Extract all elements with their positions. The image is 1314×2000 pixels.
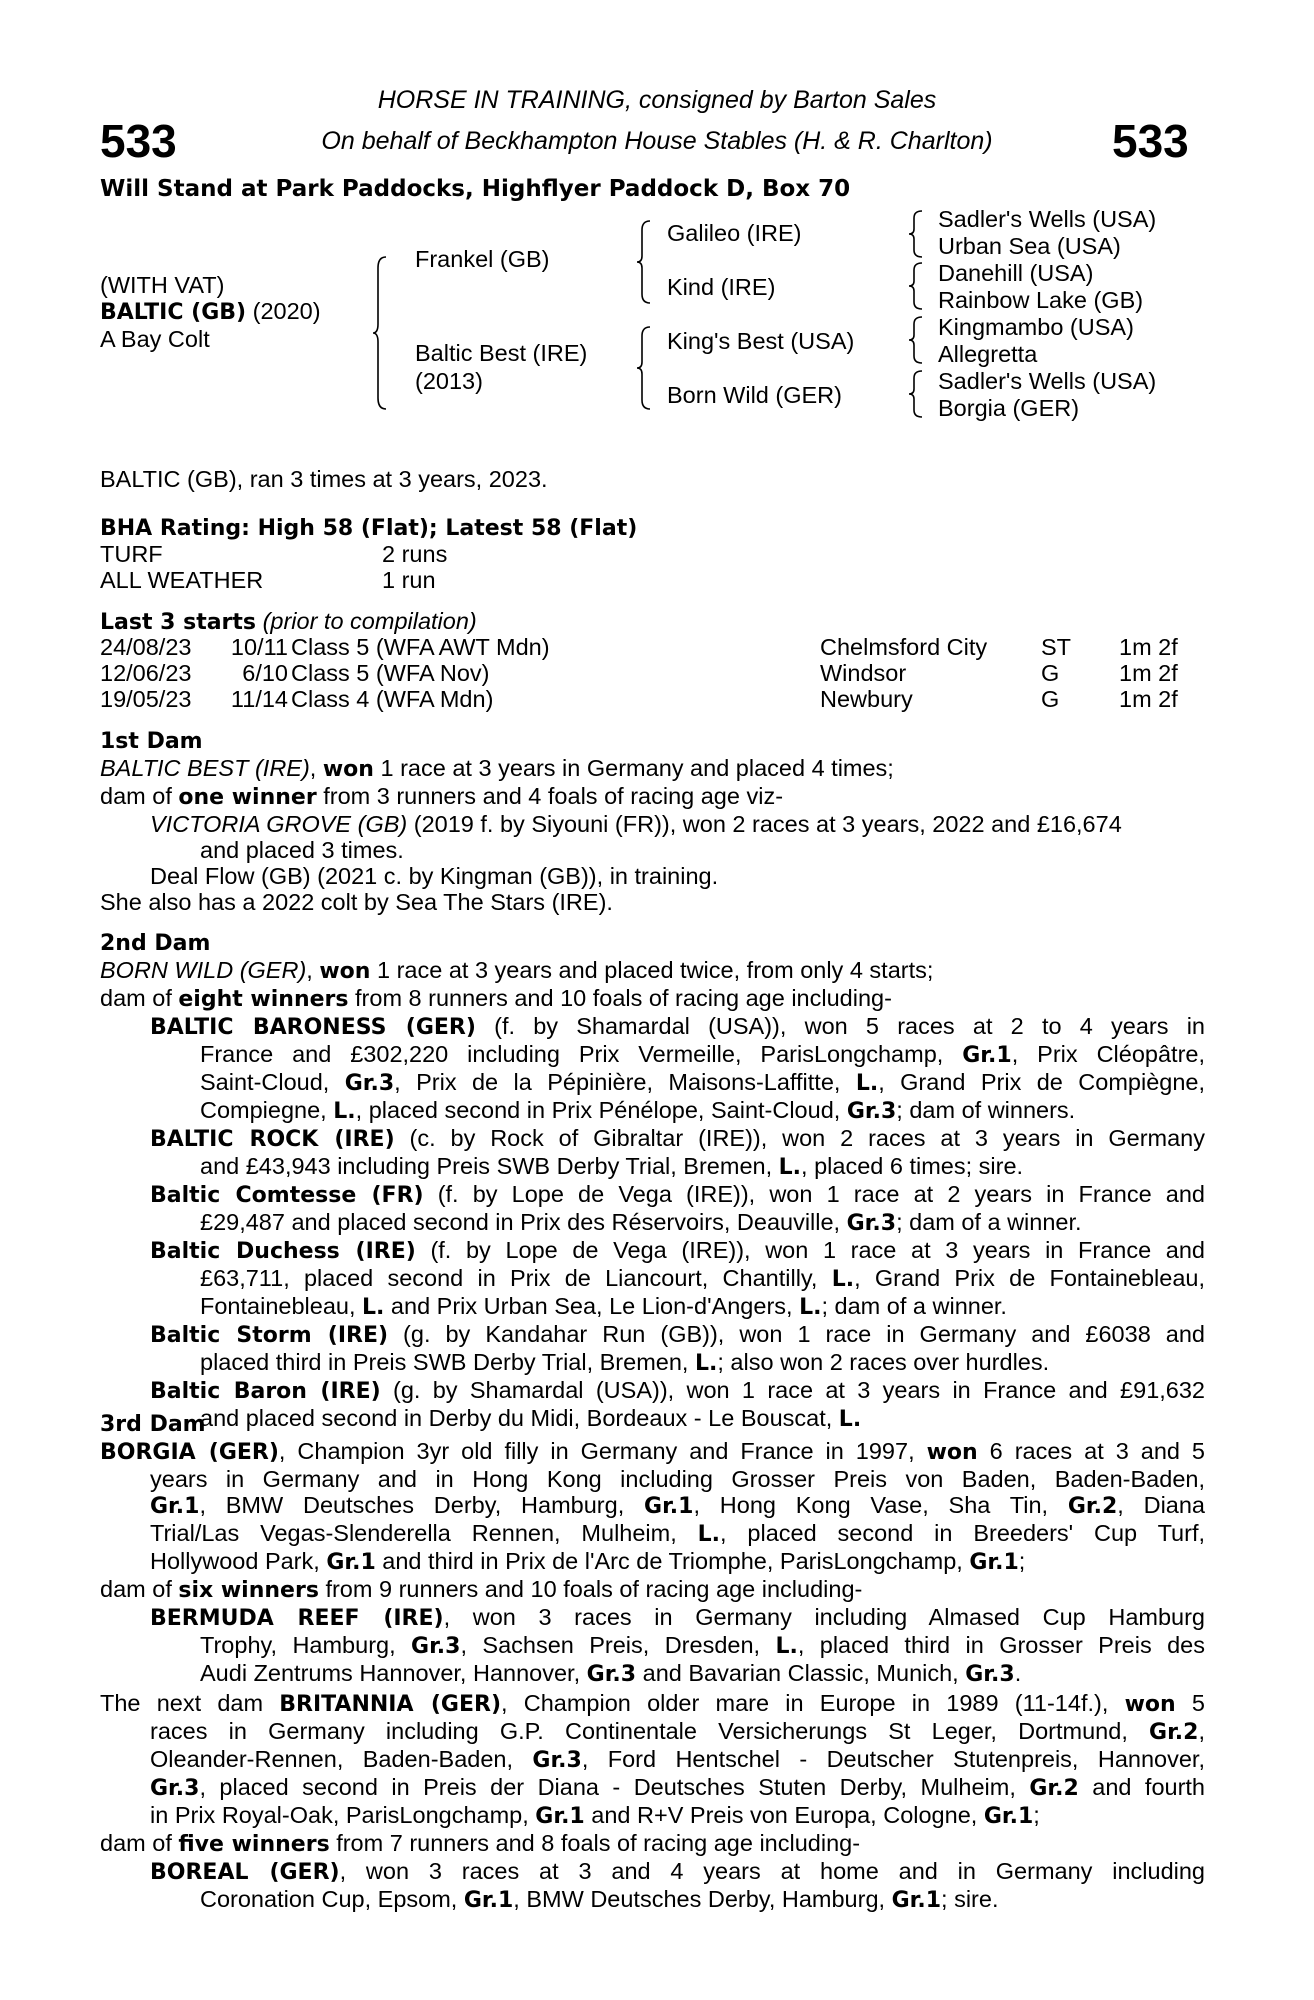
start-distance: 1m 2f xyxy=(1119,660,1178,686)
pedigree-gen4: Rainbow Lake (GB) xyxy=(938,287,1144,313)
next-dam-produce-line: dam of five winners from 7 runners and 8 foals of racing age including- xyxy=(100,1830,861,1857)
start-course: Chelmsford City xyxy=(820,634,988,660)
stand-location: Will Stand at Park Paddocks, Highflyer Paddock D, Box 70 xyxy=(100,176,851,202)
consignor-line: HORSE IN TRAINING, consigned by Barton Sales xyxy=(377,86,937,114)
pedigree-brace-g4 xyxy=(908,370,924,418)
start-class: Class 5 (WFA AWT Mdn) xyxy=(291,634,550,660)
start-distance: 1m 2f xyxy=(1119,634,1178,660)
last-starts-title: Last 3 starts xyxy=(100,610,257,635)
first-dam-produce-line: dam of one winner from 3 runners and 4 foals of racing age viz- xyxy=(100,783,784,810)
first-dam-section xyxy=(100,729,1205,915)
surface: ALL WEATHER xyxy=(100,567,264,593)
start-going: G xyxy=(1041,686,1060,712)
pedigree-gen4: Danehill (USA) xyxy=(938,260,1094,286)
bha-rating: BHA Rating: High 58 (Flat); Latest 58 (Flat) xyxy=(100,516,638,541)
pedigree-brace-g3 xyxy=(908,316,924,364)
next-dam-line: The next dam BRITANNIA (GER), Champion older mare in Europe in 1989 (11-14f.), won 5 xyxy=(100,1690,1205,1717)
start-position: 11/14 xyxy=(230,686,288,712)
start-course: Newbury xyxy=(820,686,913,712)
third-dam-produce-line: dam of six winners from 9 runners and 10 foals of racing age including- xyxy=(100,1576,863,1603)
second-dam-line: BORN WILD (GER), won 1 race at 3 years and placed twice, from only 4 starts; xyxy=(100,957,934,984)
pedigree-gen4: Sadler's Wells (USA) xyxy=(938,368,1157,394)
horse-title xyxy=(100,298,321,326)
horse-year: (2020) xyxy=(252,298,321,324)
pedigree-dam: Baltic Best (IRE) xyxy=(415,340,588,366)
pedigree-brace-sire xyxy=(636,220,652,304)
pedigree-gen3: Born Wild (GER) xyxy=(667,382,842,408)
start-date: 24/08/23 xyxy=(100,634,192,660)
second-dam-heading: 2nd Dam xyxy=(100,931,211,956)
progeny-entry: BALTIC BARONESS (GER) (f. by Shamardal (USA)), won 5 races at 2 to 4 years in France and £302,220 including Prix Vermeille, ParisLongchamp, Gr.1, Prix Cléopâtre, Saint-Cloud, Gr.3, Prix de la Pépinière, Maisons-Laffitte, L., Grand Prix de Compiègne, Compiegne, L., placed second in Prix Pénélope, Saint-Cloud, Gr.3; dam of winners. xyxy=(150,1013,1205,1124)
progeny-entry: BALTIC ROCK (IRE) (c. by Rock of Gibraltar (IRE)), won 2 races at 3 years in Germany and £43,943 including Preis SWB Derby Trial, Bremen, L., placed 6 times; sire. xyxy=(150,1125,1206,1180)
horse-description: A Bay Colt xyxy=(100,326,210,352)
pedigree-gen3: King's Best (USA) xyxy=(667,328,855,354)
pedigree-dam-year: (2013) xyxy=(415,368,483,394)
pedigree-brace-g1 xyxy=(908,210,924,258)
pedigree-gen4: Borgia (GER) xyxy=(938,395,1080,421)
runs: 2 runs xyxy=(382,541,448,567)
race-summary: BALTIC (GB), ran 3 times at 3 years, 2023. xyxy=(100,466,548,492)
pedigree-gen4: Kingmambo (USA) xyxy=(938,314,1134,340)
pedigree-brace-main xyxy=(372,256,388,410)
pedigree-gen4: Sadler's Wells (USA) xyxy=(938,206,1157,232)
progeny-entry: Deal Flow (GB) (2021 c. by Kingman (GB)), in training. xyxy=(150,863,719,889)
start-going: G xyxy=(1041,660,1060,686)
runs: 1 run xyxy=(382,567,436,593)
progeny-entry: Baltic Duchess (IRE) (f. by Lope de Vega (IRE)), won 1 race at 3 years in France and £63,711, placed second in Prix de Liancourt, Chantilly, L., Grand Prix de Fontainebleau, Fontainebleau, L. and Prix Urban Sea, Le Lion-d'Angers, L.; dam of a winner. xyxy=(150,1237,1205,1320)
progeny-entry: Baltic Storm (IRE) (g. by Kandahar Run (GB)), won 1 race in Germany and £6038 and placed third in Preis SWB Derby Trial, Bremen, L.; also won 2 races over hurdles. xyxy=(150,1321,1205,1376)
start-going: ST xyxy=(1041,634,1072,660)
start-date: 19/05/23 xyxy=(100,686,192,712)
pedigree-gen4: Urban Sea (USA) xyxy=(938,233,1121,259)
progeny-entry: BERMUDA REEF (IRE), won 3 races in Germany including Almased Cup Hamburg Trophy, Hamburg, Gr.3, Sachsen Preis, Dresden, L., placed third in Grosser Preis des Audi Zentrums Hannover, Hannover, Gr.3 and Bavarian Classic, Munich, Gr.3. xyxy=(150,1604,1205,1687)
progeny-entry: VICTORIA GROVE (GB) (2019 f. by Siyouni (FR)), won 2 races at 3 years, 2022 and £16,674 xyxy=(150,811,1122,837)
pedigree-gen3: Kind (IRE) xyxy=(667,274,776,300)
last-starts-heading xyxy=(100,608,477,636)
next-dam-section: The next dam BRITANNIA (GER), Champion older mare in Europe in 1989 (11-14f.), won 5 races in Germany including G.P. Continentale Versicherungs St Leger, Dortmund, Gr.2, Oleander-Rennen, Baden-Baden, Gr.3, Ford Hentschel - Deutscher Stutenpreis, Hannover, Gr.3, placed second in Preis der Diana - Deutsches Stuten Derby, Mulheim, Gr.2 and fourth in Prix Royal-Oak, ParisLongchamp, Gr.1 and R+V Preis von Europa, Cologne, Gr.1; dam of five winners from 7 runners and 8 foals of racing age including- BOREAL (GER), won 3 races at 3 and 4 years at home and in Germany including Coronation Cup, Epsom, Gr.1, BMW Deutsches Derby, Hamburg, Gr.1; sire. xyxy=(100,1690,1206,1913)
surface: TURF xyxy=(100,541,163,567)
last-starts-note: (prior to compilation) xyxy=(262,608,477,634)
progeny-entry-cont: and placed 3 times. xyxy=(200,837,404,863)
second-dam-produce-line: dam of eight winners from 8 runners and 10 foals of racing age including- xyxy=(100,985,892,1012)
start-position: 10/11 xyxy=(230,634,288,660)
start-class: Class 4 (WFA Mdn) xyxy=(291,686,494,712)
progeny-entry: BOREAL (GER), won 3 races at 3 and 4 years at home and in Germany including Coronation Cup, Epsom, Gr.1, BMW Deutsches Derby, Hamburg, Gr.1; sire. xyxy=(150,1858,1205,1913)
first-dam-note: She also has a 2022 colt by Sea The Stars (IRE). xyxy=(100,889,613,915)
lot-number-right: 533 xyxy=(1112,115,1189,167)
pedigree-gen3: Galileo (IRE) xyxy=(667,220,802,246)
pedigree-brace-g2 xyxy=(908,262,924,310)
pedigree-brace-dam xyxy=(636,326,652,410)
on-behalf-line: On behalf of Beckhampton House Stables (H. & R. Charlton) xyxy=(321,127,993,155)
first-dam-heading: 1st Dam xyxy=(100,729,203,754)
second-dam-section xyxy=(100,931,1205,1433)
third-dam-heading: 3rd Dam xyxy=(100,1412,206,1437)
first-dam-line: BALTIC BEST (IRE), won 1 race at 3 years in Germany and placed 4 times; xyxy=(100,755,894,782)
start-date: 12/06/23 xyxy=(100,660,192,686)
progeny-entry: Baltic Comtesse (FR) (f. by Lope de Vega (IRE)), won 1 race at 2 years in France and £29,487 and placed second in Prix des Réservoirs, Deauville, Gr.3; dam of a winner. xyxy=(150,1181,1205,1236)
start-position: 6/10 xyxy=(242,660,288,686)
start-class: Class 5 (WFA Nov) xyxy=(291,660,490,686)
progeny-entry: Baltic Baron (IRE) (g. by Shamardal (USA)), won 1 race at 3 years in France and £91,632 and placed second in Derby du Midi, Bordeaux - Le Bouscat, L. xyxy=(150,1377,1206,1432)
third-dam-section: 3rd Dam BORGIA (GER), Champion 3yr old filly in Germany and France in 1997, won 6 races at 3 and 5 years in Germany and in Hong Kong including Grosser Preis von Baden, Baden-Baden, Gr.1, BMW Deutsches Derby, Hamburg, Gr.1, Hong Kong Vase, Sha Tin, Gr.2, Diana Trial/Las Vegas-Slenderella Rennen, Mulheim, L., placed second in Breeders' Cup Turf, Hollywood Park, Gr.1 and third in Prix de l'Arc de Triomphe, ParisLongchamp, Gr.1; dam of six winners from 9 runners and 10 foals of racing age including- BERMUDA REEF (IRE), won 3 races in Germany including Almased Cup Hamburg Trophy, Hamburg, Gr.3, Sachsen Preis, Dresden, L., placed third in Grosser Preis des Audi Zentrums Hannover, Hannover, Gr.3 and Bavarian Classic, Munich, Gr.3. xyxy=(100,1412,1206,1687)
lot-number-left: 533 xyxy=(100,115,177,167)
start-course: Windsor xyxy=(820,660,907,686)
third-dam-line: BORGIA (GER), Champion 3yr old filly in Germany and France in 1997, won 6 races at 3 and 5 xyxy=(100,1438,1205,1465)
pedigree-gen4: Allegretta xyxy=(938,341,1038,367)
pedigree-sire: Frankel (GB) xyxy=(415,246,550,272)
horse-name: BALTIC (GB) xyxy=(100,300,247,325)
vat-note: (WITH VAT) xyxy=(100,272,225,298)
start-distance: 1m 2f xyxy=(1119,686,1178,712)
